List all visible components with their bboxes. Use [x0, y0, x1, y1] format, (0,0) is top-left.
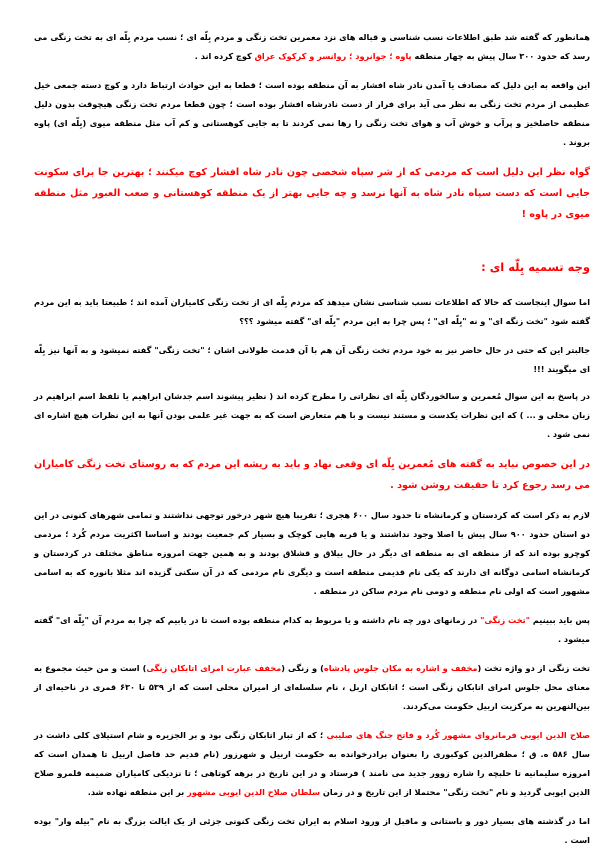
paragraph-ancient-province: اما در گذشته های بسیار دور و باستانی و ماقبل از ورود اسلام به ایران تخت زنگی کنونی جزئی از یک ایالت بزرگ به نام "بیله وار" بوده است .: [34, 816, 590, 845]
paragraph-text: همانطور که گفته شد طبق اطلاعات نسب شناسی و قباله های نزد معمرین تخت زنگی و مردم بِلّه ای ؛ نسب مردم بِلّه ای به تخت زنگی می رسد که حدود ۳۰۰ سال پیش به چهار منطقه: [34, 32, 590, 61]
paragraph-interesting: جالبتر این که حتی در حال حاضر نیز به خود مردم تخت زنگی آن هم با آن قدمت طولانی اشان ؛ "تخت زنگی" گفته نمیشود و به آنها نیز بِلّه ای میگویند !!!: [34, 345, 590, 374]
paragraph-saladin: [34, 726, 590, 802]
paragraph-name-origin: [34, 611, 590, 649]
paragraph-text: بر این منطقه نهاده شد.: [87, 787, 188, 797]
highlight-takht-zangi: "تخت زنگی": [480, 615, 530, 625]
paragraph-text: ) است و من حیث مجموع به معنای محل جلوس امرای اتابکان زنگی است ؛ اتابکان اربل ، نام سلسله‌ای از امیران محلی است که از ۵۳۹ تا ۶۳۰ قمری در ناحیه‌ای از بین‌النهرین به مرکزیت اربیل حکومت می‌کردند.: [34, 663, 591, 711]
paragraph-kurdistan-history: لازم به ذکر است که کردستان و کرمانشاه تا حدود سال ۶۰۰ هجری ؛ تقریبا هیچ شهر درخور توجهی نداشتند و تمامی شهرهای کنونی در این دو استان حدود ۹۰۰ سال پیش یا اصلا وجود نداشتند و یا قریه هایی کوچک و بسیار کم جمعیت بودند و اساسا اکثریت مردم کُرد ؛ مردمی کوچرو بوده اند که از منطقه ای به منطقه ای دیگر در حال ییلاق و قشلاق بودند و به همین جهت امروزه مناطق مختلف در کردستان و کرمانشاه اسامی دوگانه ای دارند که یکی نام قدیمی منطقه است و دیگری نام مردمی که در آن سکنی گزیده اند مثلا بانوره که به اسامی مشهور است که اولی نام منطقه و دومی نام مردم ساکن در منطقه .: [34, 510, 590, 596]
paragraph-text: در زمانهای دور چه نام داشته و یا مربوط به کدام منطقه بوده است تا در یابیم که چرا به مردم آن "بِلّه ای" گفته میشود .: [34, 615, 590, 644]
paragraph-text: ؛ که از تبار اتابکان زنگی بود و بر الجزیره و شام استیلای کلی داشت در سال ۵۸۶ ه. ق ؛ مظفرالدین کوکبوری را بعنوان برادرخوانده به حکومت اربیل و شهرزور (نام قدیم حد فاصل اربیل تا همدان است که امروزه سلیمانیه تا حلبچه را شاره زوور جدید می نامند ) فرستاد و در این تاریخ در برهه کوتاهی ؛ تا نزدیکی کامیاران ضمیمه قلمرو صلاح الدین ایوبی گردید و نام "تخت زنگی" محتملا از این تاریخ و در زمان: [34, 730, 590, 797]
highlight-saladin: صلاح الدین ایوبی فرمانروای مشهور کُرد و فاتح جنگ های صلیبی: [326, 730, 590, 740]
highlight-places: پاوه ؛ جوانرود ؛ روانسر و کرکوک عراق: [254, 51, 412, 61]
document-page: [34, 28, 590, 860]
paragraph-evidence: گواه نظر این دلیل است که مردمی که از شر سپاه شخصی چون نادر شاه افشار کوچ میکنند ؛ بهترین جا برای سکونت جایی است که دست سپاه نادر شاه به آنها نرسد و چه جایی بهتر از یک منطقه کوهستانی و صعب العبور مثل منطقه میوی در پاوه !: [34, 167, 590, 220]
paragraph-text: کوچ کرده اند .: [194, 51, 255, 61]
paragraph-text: تخت زنگی از دو واژه تخت (: [477, 663, 591, 673]
paragraph-root-reference: در این خصوص نباید به گفته های مُعمرین بِلّه ای وقعی نهاد و باید به ریشه این مردم که به روستای تخت زنگی کامیاران می رسد رجوع کرد تا حقیقت روشن شود .: [34, 459, 590, 491]
paragraph-nadir-shah: این واقعه به این دلیل که مصادف یا آمدن نادر شاه افشار به آن منطقه بوده است ؛ قطعا به این حوادث ارتباط دارد و کوچ دسته جمعی خیل عظیمی از مردم تخت زنگی به نظر می آید برای فرار از دست نادرشاه افشار بوده است ؛ چون قطعا مردم تخت زنگی هیچوقت بدون دلیل منطقه حاصلخیز و پرآب و خوش آب و هوای تخت زنگی را رها نمی کردند تا به جایی کوهستانی و کم آب مثل منطقه میوی (بِلّه ای) پاوه بروند .: [34, 80, 590, 147]
paragraph-migration: [34, 28, 590, 66]
section-heading: وجه تسمیه بِلّه ای :: [481, 260, 590, 274]
highlight-takht-meaning: مخفف و اشاره به مکان جلوس پادشاه: [323, 663, 478, 673]
highlight-zangi-meaning: مخفف عبارت امرای اتابکان زنگی: [146, 663, 282, 673]
paragraph-text: ) و زنگی (: [281, 663, 324, 673]
paragraph-question: اما سوال اینجاست که حالا که اطلاعات نسب شناسی نشان میدهد که مردم بِلّه ای از تخت زنگی کامیاران آمده اند ؛ طبیعتا باید به این مردم گفته شود "تخت زنگه ای" و نه "بِلّه ای" ؛ پس چرا به این مردم "بِلّه ای" گفته میشود ؟؟؟: [34, 297, 590, 326]
highlight-sultan-saladin: سلطان صلاح الدین ایوبی مشهور: [187, 787, 321, 797]
paragraph-etymology: [34, 659, 590, 716]
paragraph-elders-answer: در پاسخ به این سوال مُعمرین و سالخوردگان بِلّه ای نظراتی را مطرح کرده اند ( نظیر پیشوند اسم جدشان ابراهیم یا تلفظ اسم ابراهیم در زبان محلی و ... ) که این نظرات یکدست و مستند نیست و با هم متعارض است که به جهت غیر علمی بودن آنها به این نظرات هیچ اشاره ای نمی شود .: [34, 391, 590, 439]
paragraph-text: پس باید ببینیم: [529, 615, 591, 625]
